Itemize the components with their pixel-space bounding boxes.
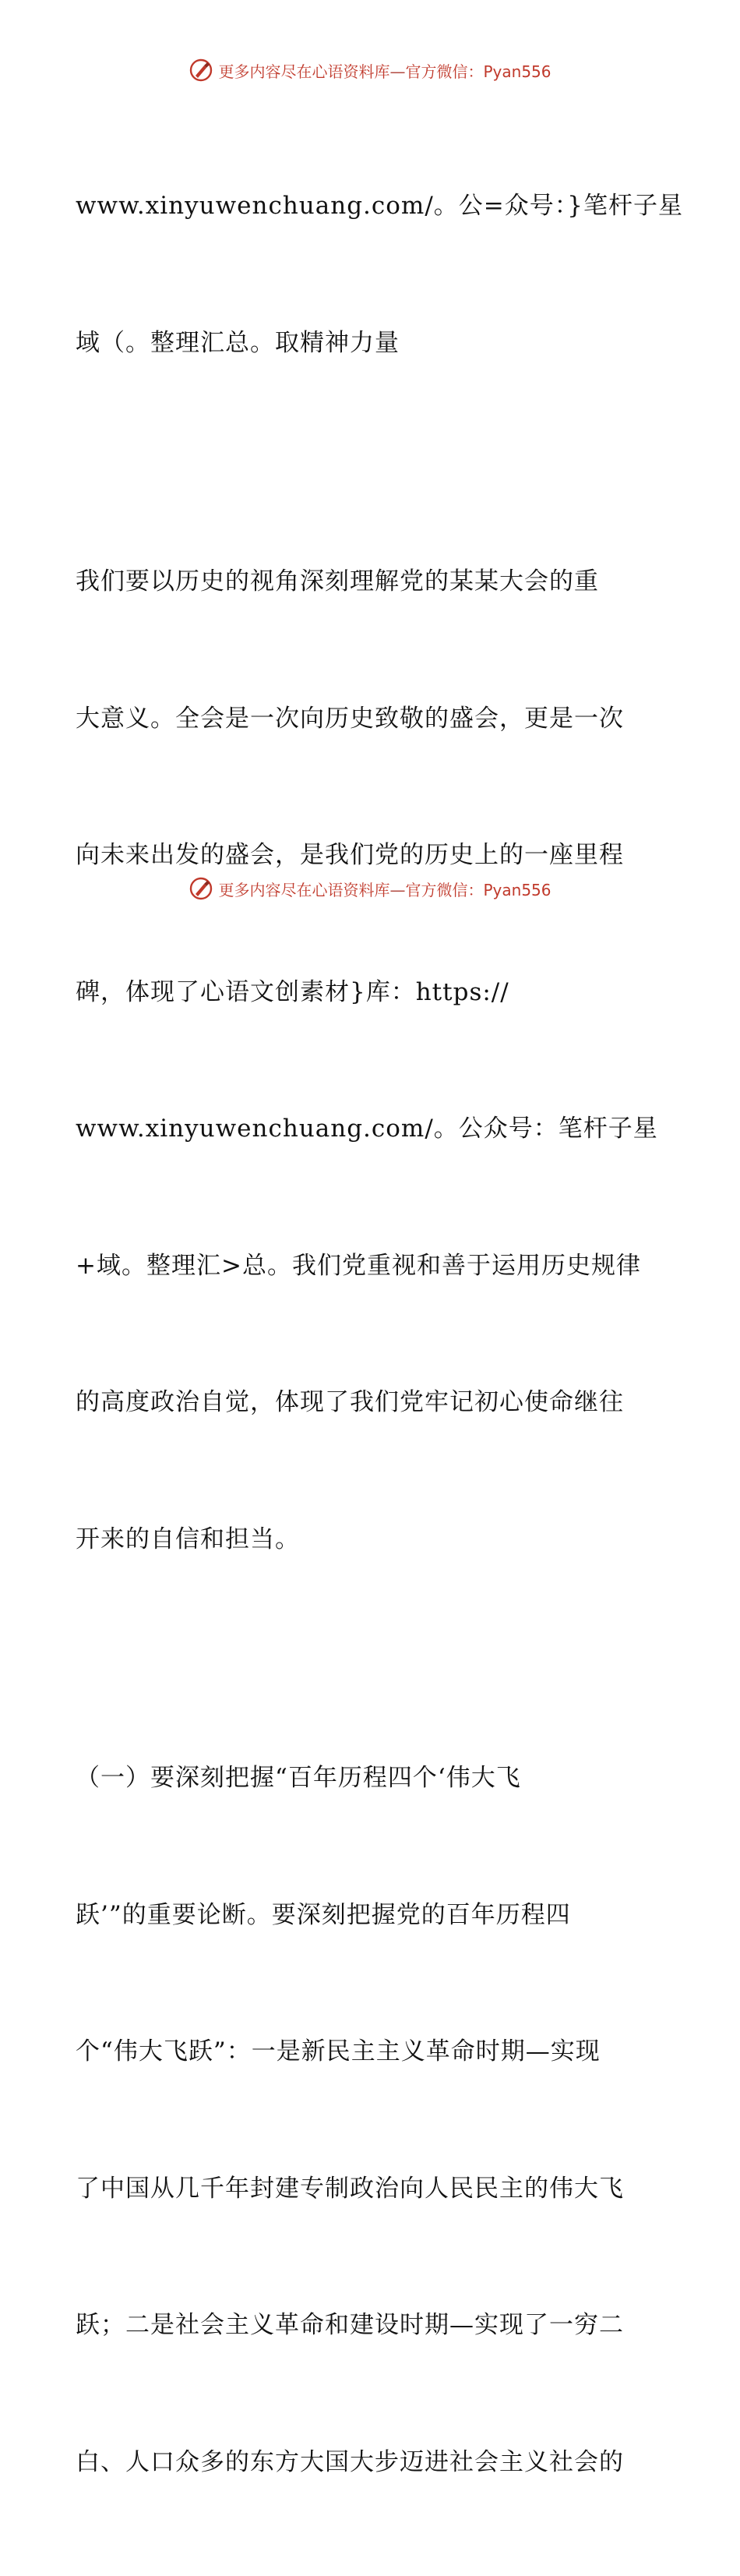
banner-wechat-id: Pyan556 (483, 62, 551, 81)
banner-wechat-label: 官方微信： (405, 62, 484, 81)
text-line: 碑，体现了心语文创素材}库：https:// (76, 977, 509, 1006)
text-line: +域。整理汇>总。我们党重视和善于运用历史规律 (76, 1251, 641, 1280)
text-line: 大意义。全会是一次向历史致敬的盛会，更是一次 (76, 704, 624, 733)
header-banner (0, 55, 740, 86)
banner-wechat-label: 官方微信： (405, 880, 484, 899)
text-line: 跃；二是社会主义革命和建设时期—实现了一穷二 (76, 2311, 624, 2339)
text-line: 跃’”的重要论断。要深刻把握党的百年历程四 (76, 1900, 571, 1929)
text-line: 我们要以历史的视角深刻理解党的某某大会的重 (76, 567, 599, 595)
text-line: 域（。整理汇总。取精神力量 (76, 328, 400, 357)
paragraph-2 (76, 468, 668, 1653)
text-line: （一）要深刻把握“百年历程四个‘伟大飞 (76, 1764, 521, 1792)
text-line: 白、人口众多的东方大国大步迈进社会主义社会的 (76, 2447, 624, 2476)
banner-title: 更多内容尽在心语资料库 (218, 62, 390, 81)
text-line: 开来的自信和担当。 (76, 1525, 300, 1553)
banner-title: 更多内容尽在心语资料库 (218, 880, 390, 899)
text-line: 了中国从几千年封建专制政治向人民民主的伟大飞 (76, 2174, 624, 2203)
pen-logo-icon (189, 58, 213, 83)
banner-dash: — (389, 62, 406, 81)
document-body (76, 92, 683, 2576)
footer-banner (0, 873, 740, 904)
pen-logo-icon (189, 876, 213, 901)
text-line: 向未来出发的盛会，是我们党的历史上的一座里程 (76, 841, 624, 869)
banner-dash: — (389, 880, 406, 899)
text-line: www.xinyuwenchuang.com/。公=众号：}笔杆子星 (76, 192, 683, 220)
text-line: 的高度政治自觉，体现了我们党牢记初心使命继往 (76, 1388, 624, 1416)
banner-wechat-id: Pyan556 (483, 880, 551, 899)
text-line: 个“伟大飞跃”：一是新民主主义革命时期—实现 (76, 2037, 601, 2065)
text-line: www.xinyuwenchuang.com/。公众号：笔杆子星 (76, 1115, 658, 1143)
banner-text (218, 878, 551, 900)
paragraph-3 (76, 1664, 668, 2576)
paragraph-1 (76, 92, 683, 457)
banner-text (218, 59, 551, 82)
